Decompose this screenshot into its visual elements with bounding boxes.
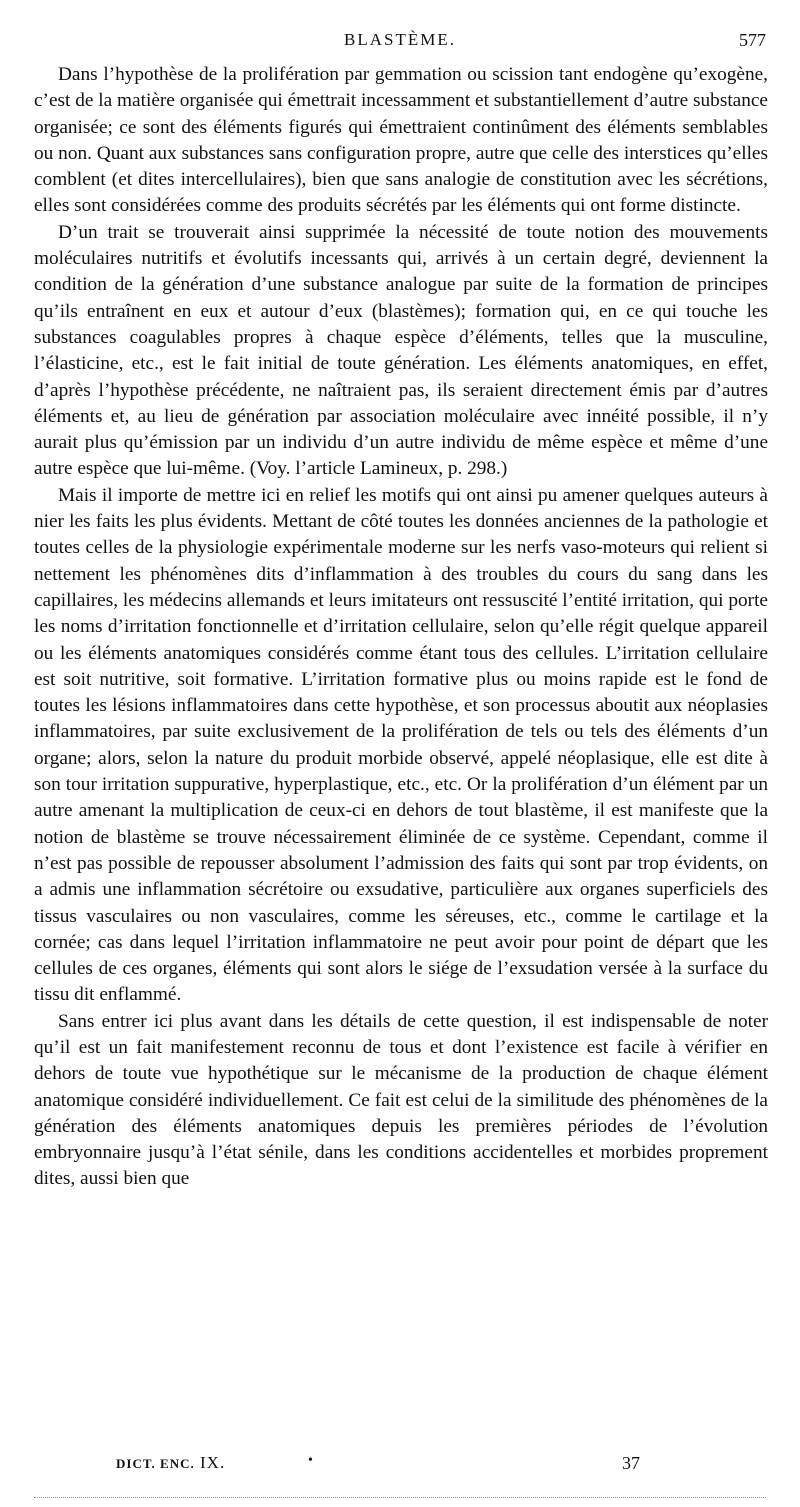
paragraph-1: Dans l’hypothèse de la prolifération par gemmation ou scission tant endogène qu’exogène, c’est de la matière organisée qui émettrait incessamment et substantiellement d’autre substance organisée; ce sont des éléments figurés qui émettraient continûment des éléments semblables ou non. Quant aux substances sans configuration propre, autre que celle des interstices qu’elles comblent (et dites intercellulaires), bien que sans analogie de constitution avec les sécrétions, elles sont considérées comme des produits sécrétés par les éléments qui ont forme distincte.: [34, 64, 768, 217]
signature-volume: IX.: [200, 1453, 226, 1472]
page-number: 577: [739, 30, 766, 50]
signature-line: [116, 1453, 225, 1473]
paragraph-3: Mais il importe de mettre ici en relief les motifs qui ont ainsi pu amener quelques auteurs à nier les faits les plus évidents. Mettant de côté toutes les données anciennes de la pathologie et toutes celles de la physiologie expérimentale moderne sur les nerfs vaso-moteurs qui relient si nettement les phénomènes dits d’inflammation à des troubles du cours du sang dans les capillaires, les médecins allemands et leurs imitateurs ont ressuscité l’entité irritation, qui porte les noms d’irritation fonctionnelle et d’irritation cellulaire, selon qu’elle régit quelque appareil ou les éléments anatomiques considérés comme étant tous des cellules. L’irritation cellulaire est soit nutritive, soit formative. L’irritation formative plus ou moins rapide est le fond de toutes les lésions inflammatoires dans cette hypothèse, et son processus aboutit aux néoplasies inflammatoires, par suite exclusivement de la prolifération de tels ou tels des éléments d’un organe; alors, selon la nature du produit morbide observé, appelé néoplasique, elle est dite à son tour irritation suppurative, hyperplastique, etc., etc. Or la prolifération d’un élément par un autre amenant la multiplication de ceux-ci en dehors de tout blastème, il est manifeste que la notion de blastème se trouve nécessairement éliminée de ce système. Cependant, comme il n’est pas possible de repousser absolument l’admission des faits qui sont par trop évidents, on a admis une inflammation sécrétoire ou exsudative, particulière aux organes superficiels des tissus vasculaires ou non vasculaires, comme les séreuses, etc., comme le cartilage et la cornée; cas dans lequel l’irritation inflammatoire ne peut avoir pour point de départ que les cellules de ces organes, éléments qui sont alors le siége de l’exsudation versée à la surface du tissu dit enflammé.: [34, 484, 768, 1006]
running-title: BLASTÈME.: [344, 30, 456, 49]
bottom-rule: [34, 1497, 766, 1498]
footer-mark: •: [308, 1453, 313, 1468]
signature-prefix: DICT. ENC.: [116, 1456, 195, 1471]
sheet-number: 37: [622, 1453, 640, 1473]
paragraph-4: Sans entrer ici plus avant dans les détails de cette question, il est indispensable de noter qu’il est un fait manifestement reconnu de tous et dont l’existence est facile à vérifier en dehors de toute vue hypothétique sur le mécanisme de la production de chaque élément anatomique considéré individuellement. Ce fait est celui de la similitude des phénomènes de la génération des éléments anatomiques depuis les premières périodes de l’évolution embryonnaire jusqu’à l’état sénile, dans les conditions accidentelles et morbides proprement dites, aussi bien que: [34, 1010, 768, 1190]
page-header: [0, 30, 800, 56]
page-footer: [0, 1453, 800, 1479]
body-text: [34, 62, 768, 1193]
paragraph-2: D’un trait se trouverait ainsi supprimée la nécessité de toute notion des mouvements moléculaires nutritifs et évolutifs incessants qui, arrivés à un certain degré, deviennent la condition de la génération d’une substance analogue par suite de la formation de principes qu’ils entraînent en eux et autour d’eux (blastèmes); formation qui, en ce qui touche les substances coagulables propres à chaque espèce d’éléments, telles que la musculine, l’élasticine, etc., est le fait initial de toute génération. Les éléments anatomiques, en effet, d’après l’hypothèse précédente, ne naîtraient pas, ils seraient directement émis par d’autres éléments et, au lieu de génération par association moléculaire avec innéité possible, il n’y aurait plus qu’émission par un individu d’un autre individu de même espèce et même d’une autre espèce que lui-même. (Voy. l’article Lamineux, p. 298.): [34, 221, 768, 480]
